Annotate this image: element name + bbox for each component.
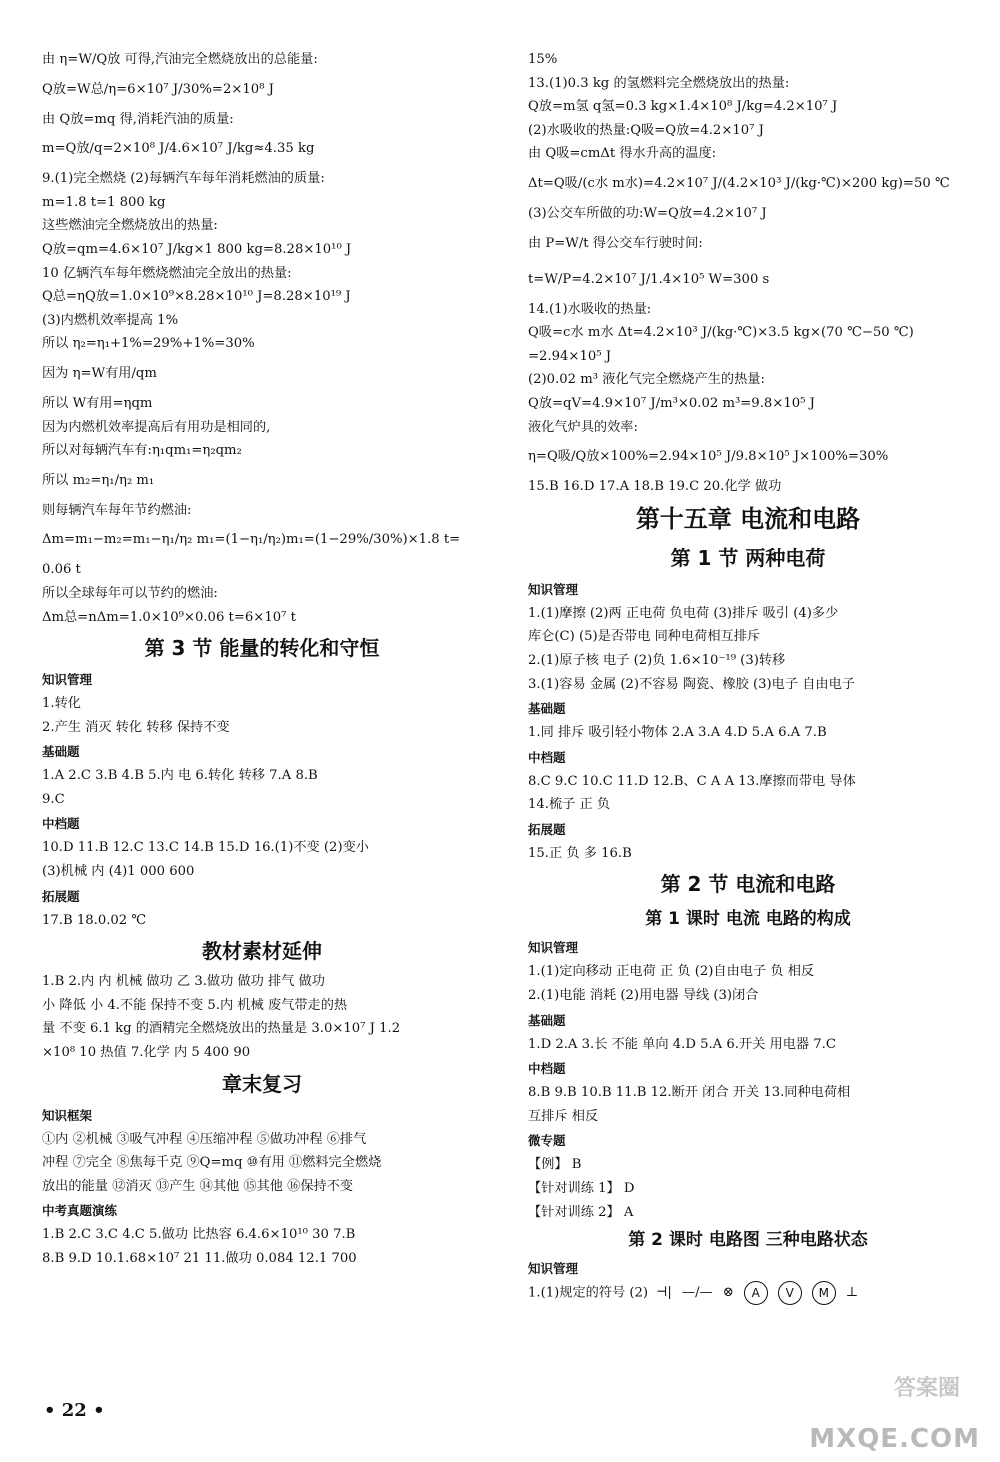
section-title: 第 2 节 电流和电路: [660, 872, 836, 897]
lesson-title: 第 1 课时 电流 电路的构成: [645, 909, 851, 930]
answer-line: 冲程 ⑦完全 ⑧焦每千克 ⑨Q=mq ⑩有用 ⑪燃料完全燃烧: [42, 1155, 382, 1171]
circuit-symbols-label: 1.(1)规定的符号 (2): [528, 1285, 649, 1301]
answer-line: Q放=qV=4.9×10⁷ J/m³×0.02 m³=9.8×10⁵ J: [528, 395, 815, 411]
watermark-url: MXQE.COM: [809, 1424, 980, 1454]
answer-line: 所以对每辆汽车有:η₁qm₁=η₂qm₂: [42, 443, 242, 459]
section-label: 微专题: [528, 1133, 566, 1149]
answer-line: Q放=m氢 q氢=0.3 kg×1.4×10⁸ J/kg=4.2×10⁷ J: [528, 99, 838, 115]
section-label: 知识管理: [528, 581, 579, 597]
answer-line: (3)公交车所做的功:W=Q放=4.2×10⁷ J: [528, 205, 767, 221]
circuit-symbol-icon: V: [778, 1281, 802, 1305]
circuit-symbol-icon: ⊣|: [656, 1285, 672, 1301]
circuit-symbol-icon: —/—: [681, 1285, 713, 1301]
answer-line: 1.B 2.内 内 机械 做功 乙 3.做功 做功 排气 做功: [42, 974, 325, 990]
answer-line: 互排斥 相反: [528, 1108, 599, 1124]
answer-line: 3.(1)容易 金属 (2)不容易 陶瓷、橡胶 (3)电子 自由电子: [528, 676, 855, 692]
formula-line: η=Q吸/Q放×100%=2.94×10⁵ J/9.8×10⁵ J×100%=30%: [528, 449, 889, 465]
section-title: 第 3 节 能量的转化和守恒: [144, 636, 380, 661]
answer-line: 1.同 排斥 吸引轻小物体 2.A 3.A 4.D 5.A 6.A 7.B: [528, 725, 827, 741]
answer-line: =2.94×10⁵ J: [528, 348, 612, 364]
answer-line: Q总=ηQ放=1.0×10⁹×8.28×10¹⁰ J=8.28×10¹⁹ J: [42, 289, 351, 305]
section-label: 中档题: [42, 816, 80, 832]
answer-line: 1.B 2.C 3.C 4.C 5.做功 比热容 6.4.6×10¹⁰ 30 7.B: [42, 1227, 356, 1243]
answer-line: 14.梳子 正 负: [528, 797, 611, 813]
section-label: 知识管理: [42, 672, 93, 688]
answer-line: 9.(1)完全燃烧 (2)每辆汽车每年消耗燃油的质量:: [42, 171, 325, 187]
section-label: 拓展题: [42, 888, 80, 904]
answer-line: 1.(1)定向移动 正电荷 正 负 (2)自由电子 负 相反: [528, 964, 815, 980]
section-label: 知识管理: [528, 940, 579, 956]
right-column: [528, 48, 968, 1305]
answer-line: 15.B 16.D 17.A 18.B 19.C 20.化学 做功: [528, 479, 782, 495]
answer-line: 2.(1)原子核 电子 (2)负 1.6×10⁻¹⁹ (3)转移: [528, 652, 786, 668]
answer-line: Q放=qm=4.6×10⁷ J/kg×1 800 kg=8.28×10¹⁰ J: [42, 241, 352, 257]
chapter-title: 第十五章 电流和电路: [635, 504, 861, 533]
section-label: 拓展题: [528, 821, 566, 837]
answer-line: Δm总=nΔm=1.0×10⁹×0.06 t=6×10⁷ t: [42, 609, 296, 625]
answer-line: 所以 η₂=η₁+1%=29%+1%=30%: [42, 336, 255, 352]
answer-line: 则每辆汽车每年节约燃油:: [42, 502, 192, 518]
answer-line: 2.(1)电能 消耗 (2)用电器 导线 (3)闭合: [528, 988, 759, 1004]
answer-line: 10.D 11.B 12.C 13.C 14.B 15.D 16.(1)不变 (2)变小: [42, 840, 369, 856]
answer-line: 1.(1)摩擦 (2)两 正电荷 负电荷 (3)排斥 吸引 (4)多少: [528, 605, 839, 621]
answer-line: 【针对训练 2】 A: [528, 1204, 634, 1220]
answer-line: (3)内燃机效率提高 1%: [42, 312, 179, 328]
answer-line: 14.(1)水吸收的热量:: [528, 301, 652, 317]
section-label: 中档题: [528, 1061, 566, 1077]
formula-line: Δt=Q吸/(c水 m水)=4.2×10⁷ J/(4.2×10³ J/(kg·℃)×200 kg)=50 ℃: [528, 175, 950, 191]
answer-line: 由 Q吸=cmΔt 得水升高的温度:: [528, 146, 717, 162]
section-title: 第 1 节 两种电荷: [670, 545, 826, 570]
section-label: 基础题: [528, 701, 566, 717]
answer-line: 8.B 9.B 10.B 11.B 12.断开 闭合 开关 13.同种电荷相: [528, 1085, 851, 1101]
watermark-logo: 答案圈: [893, 1376, 960, 1401]
answer-line: (2)0.02 m³ 液化气完全燃烧产生的热量:: [528, 372, 765, 388]
answer-line: 由 Q放=mq 得,消耗汽油的质量:: [42, 111, 234, 127]
answer-line: 15%: [528, 52, 558, 67]
answer-line: 10 亿辆汽车每年燃烧燃油完全放出的热量:: [42, 265, 292, 281]
answer-line: 所以 W有用=ηqm: [42, 395, 153, 411]
left-column: [42, 48, 482, 1271]
answer-line: 13.(1)0.3 kg 的氢燃料完全燃烧放出的热量:: [528, 75, 790, 91]
answer-line: 量 不变 6.1 kg 的酒精完全燃烧放出的热量是 3.0×10⁷ J 1.2: [42, 1021, 401, 1037]
circuit-symbol-icon: ⊥: [845, 1285, 859, 1301]
answer-line: m=1.8 t=1 800 kg: [42, 194, 166, 210]
answer-line: 9.C: [42, 791, 65, 807]
answer-line: 小 降低 小 4.不能 保持不变 5.内 机械 废气带走的热: [42, 997, 348, 1013]
answer-line: 15.正 负 多 16.B: [528, 845, 632, 861]
answer-line: 8.B 9.D 10.1.68×10⁷ 21 11.做功 0.084 12.1 700: [42, 1251, 357, 1266]
answer-line: 2.产生 消灭 转化 转移 保持不变: [42, 719, 230, 735]
formula-line: m=Q放/q=2×10⁸ J/4.6×10⁷ J/kg≈4.35 kg: [42, 141, 315, 157]
circuit-symbol-icon: A: [744, 1281, 768, 1305]
answer-line: 所以全球每年可以节约的燃油:: [42, 585, 218, 601]
answer-line: 1.转化: [42, 696, 81, 712]
answer-line: (3)机械 内 (4)1 000 600: [42, 864, 195, 880]
section-title: 教材素材延伸: [202, 939, 322, 964]
section-label: 基础题: [528, 1012, 566, 1028]
circuit-symbols: [656, 1281, 858, 1305]
section-label: 中考真题演练: [42, 1203, 118, 1219]
circuit-symbol-icon: ⊗: [722, 1285, 734, 1301]
answer-line: 这些燃油完全燃烧放出的热量:: [42, 218, 218, 234]
answer-line: 1.A 2.C 3.B 4.B 5.内 电 6.转化 转移 7.A 8.B: [42, 768, 318, 784]
answer-line: 放出的能量 ⑫消灭 ⑬产生 ⑭其他 ⑮其他 ⑯保持不变: [42, 1178, 354, 1194]
formula-line: t=W/P=4.2×10⁷ J/1.4×10⁵ W=300 s: [528, 271, 770, 287]
answer-line: ①内 ②机械 ③吸气冲程 ④压缩冲程 ⑤做功冲程 ⑥排气: [42, 1131, 367, 1147]
answer-line: 由 η=W/Q放 可得,汽油完全燃烧放出的总能量:: [42, 52, 318, 67]
answer-line: 8.C 9.C 10.C 11.D 12.B、C A A 13.摩擦而带电 导体: [528, 773, 856, 789]
answer-line: ×10⁸ 10 热值 7.化学 内 5 400 90: [42, 1045, 251, 1061]
page-number: • 22 •: [44, 1400, 105, 1421]
section-title: 章末复习: [222, 1071, 302, 1096]
formula-line: 由 P=W/t 得公交车行驶时间:: [528, 235, 703, 251]
circuit-symbols-line: [528, 1281, 968, 1305]
answer-line: 【例】 B: [528, 1157, 582, 1173]
section-label: 知识管理: [528, 1261, 579, 1277]
circuit-symbol-icon: M: [812, 1281, 836, 1305]
formula-line: 所以 m₂=η₁/η₂ m₁: [42, 472, 155, 488]
answer-line: 库仑(C) (5)是否带电 同种电荷相互排斥: [528, 629, 761, 645]
formula-line: Δm=m₁−m₂=m₁−η₁/η₂ m₁=(1−η₁/η₂)m₁=(1−29%/30%)×1.8 t=: [42, 532, 461, 548]
formula-line: 因为 η=W有用/qm: [42, 365, 157, 381]
answer-line: 因为内燃机效率提高后有用功是相同的,: [42, 419, 271, 435]
section-label: 中档题: [528, 749, 566, 765]
answer-line: 1.D 2.A 3.长 不能 单向 4.D 5.A 6.开关 用电器 7.C: [528, 1036, 836, 1052]
answer-line: (2)水吸收的热量:Q吸=Q放=4.2×10⁷ J: [528, 122, 764, 138]
formula-line: Q放=W总/η=6×10⁷ J/30%=2×10⁸ J: [42, 81, 274, 97]
answer-line: 17.B 18.0.02 ℃: [42, 912, 147, 928]
section-label: 基础题: [42, 744, 80, 760]
answer-line: 【针对训练 1】 D: [528, 1181, 635, 1197]
answer-line: 液化气炉具的效率:: [528, 419, 638, 435]
section-label: 知识框架: [42, 1107, 93, 1123]
lesson-title: 第 2 课时 电路图 三种电路状态: [628, 1230, 868, 1251]
answer-line: Q吸=c水 m水 Δt=4.2×10³ J/(kg·℃)×3.5 kg×(70 ℃−50 ℃): [528, 325, 914, 341]
answer-line: 0.06 t: [42, 562, 81, 578]
